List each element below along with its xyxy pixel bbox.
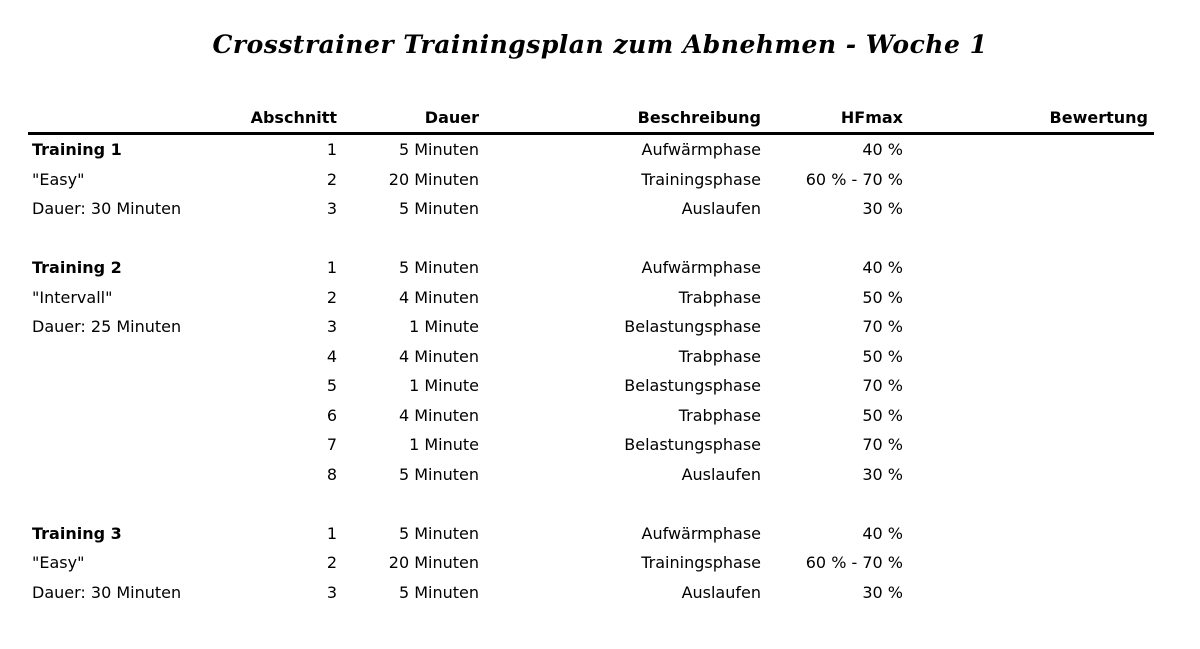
- table-row: [28, 165, 1154, 195]
- row-label: Dauer: 30 Minuten: [32, 199, 182, 218]
- cell-hfmax: 60 % - 70 %: [805, 553, 903, 572]
- cell-hfmax: 50 %: [862, 405, 903, 425]
- cell-beschreibung: Aufwärmphase: [641, 258, 761, 277]
- cell-dauer: 5 Minuten: [398, 199, 479, 218]
- table-row: [28, 371, 1154, 401]
- cell-dauer: 4 Minuten: [398, 405, 479, 425]
- cell-dauer: 20 Minuten: [388, 169, 479, 189]
- table-row: [28, 342, 1154, 372]
- cell-dauer: 1 Minute: [409, 435, 479, 454]
- table-header: [28, 104, 1154, 132]
- cell-abschnitt: 4: [326, 346, 337, 366]
- cell-dauer: 5 Minuten: [398, 523, 479, 543]
- header-beschreibung: Beschreibung: [637, 108, 761, 127]
- cell-beschreibung: Trabphase: [678, 346, 761, 366]
- row-label: "Intervall": [32, 287, 113, 307]
- cell-abschnitt: 8: [326, 464, 337, 484]
- row-label: Training 1: [32, 140, 122, 159]
- row-label: "Easy": [32, 553, 85, 572]
- cell-abschnitt: 2: [326, 287, 337, 307]
- cell-hfmax: 30 %: [862, 464, 903, 484]
- cell-hfmax: 40 %: [862, 258, 903, 277]
- cell-abschnitt: 3: [326, 582, 337, 602]
- cell-abschnitt: 7: [326, 435, 337, 454]
- table-row: [28, 283, 1154, 313]
- row-label: Dauer: 30 Minuten: [32, 582, 182, 602]
- header-abschnitt: Abschnitt: [250, 108, 337, 127]
- cell-abschnitt: 5: [326, 376, 337, 395]
- cell-abschnitt: 2: [326, 553, 337, 572]
- section-spacer: [28, 489, 1154, 519]
- cell-hfmax: 70 %: [862, 317, 903, 336]
- cell-dauer: 1 Minute: [409, 376, 479, 395]
- cell-dauer: 4 Minuten: [398, 346, 479, 366]
- training-section: [28, 135, 1154, 224]
- cell-hfmax: 60 % - 70 %: [805, 169, 903, 189]
- cell-abschnitt: 3: [326, 317, 337, 336]
- row-label: Training 3: [32, 523, 122, 543]
- cell-dauer: 5 Minuten: [398, 140, 479, 159]
- row-label: Training 2: [32, 258, 122, 277]
- table-row: [28, 401, 1154, 431]
- table-row: [28, 253, 1154, 283]
- row-label: Dauer: 25 Minuten: [32, 317, 182, 336]
- cell-abschnitt: 1: [326, 523, 337, 543]
- cell-hfmax: 50 %: [862, 287, 903, 307]
- table-row: [28, 194, 1154, 224]
- header-dauer: Dauer: [424, 108, 479, 127]
- cell-hfmax: 40 %: [862, 140, 903, 159]
- cell-beschreibung: Belastungsphase: [624, 435, 761, 454]
- cell-hfmax: 70 %: [862, 435, 903, 454]
- table-row: [28, 312, 1154, 342]
- cell-hfmax: 70 %: [862, 376, 903, 395]
- cell-hfmax: 30 %: [862, 199, 903, 218]
- table-row: [28, 519, 1154, 549]
- cell-beschreibung: Aufwärmphase: [641, 140, 761, 159]
- table-row: [28, 578, 1154, 608]
- cell-hfmax: 40 %: [862, 523, 903, 543]
- cell-beschreibung: Belastungsphase: [624, 376, 761, 395]
- training-section: [28, 519, 1154, 608]
- row-label: "Easy": [32, 169, 85, 189]
- cell-abschnitt: 1: [326, 258, 337, 277]
- cell-dauer: 20 Minuten: [388, 553, 479, 572]
- header-bewertung: Bewertung: [1049, 108, 1148, 127]
- cell-dauer: 5 Minuten: [398, 582, 479, 602]
- page-title: Crosstrainer Trainingsplan zum Abnehmen - Woche 1: [212, 30, 988, 59]
- cell-beschreibung: Auslaufen: [681, 464, 761, 484]
- cell-beschreibung: Trainingsphase: [641, 553, 761, 572]
- cell-beschreibung: Trabphase: [678, 405, 761, 425]
- section-spacer: [28, 224, 1154, 254]
- cell-dauer: 1 Minute: [409, 317, 479, 336]
- cell-dauer: 4 Minuten: [398, 287, 479, 307]
- cell-beschreibung: Auslaufen: [681, 199, 761, 218]
- cell-beschreibung: Aufwärmphase: [641, 523, 761, 543]
- table-row: [28, 430, 1154, 460]
- table-body: [28, 135, 1154, 607]
- training-section: [28, 253, 1154, 489]
- table-row: [28, 460, 1154, 490]
- cell-beschreibung: Belastungsphase: [624, 317, 761, 336]
- cell-abschnitt: 3: [326, 199, 337, 218]
- cell-dauer: 5 Minuten: [398, 258, 479, 277]
- cell-abschnitt: 6: [326, 405, 337, 425]
- cell-hfmax: 30 %: [862, 582, 903, 602]
- header-hfmax: HFmax: [840, 108, 903, 127]
- training-table: [28, 104, 1154, 607]
- cell-hfmax: 50 %: [862, 346, 903, 366]
- cell-abschnitt: 2: [326, 169, 337, 189]
- cell-abschnitt: 1: [326, 140, 337, 159]
- cell-beschreibung: Trainingsphase: [641, 169, 761, 189]
- cell-dauer: 5 Minuten: [398, 464, 479, 484]
- table-row: [28, 135, 1154, 165]
- cell-beschreibung: Auslaufen: [681, 582, 761, 602]
- table-row: [28, 548, 1154, 578]
- cell-beschreibung: Trabphase: [678, 287, 761, 307]
